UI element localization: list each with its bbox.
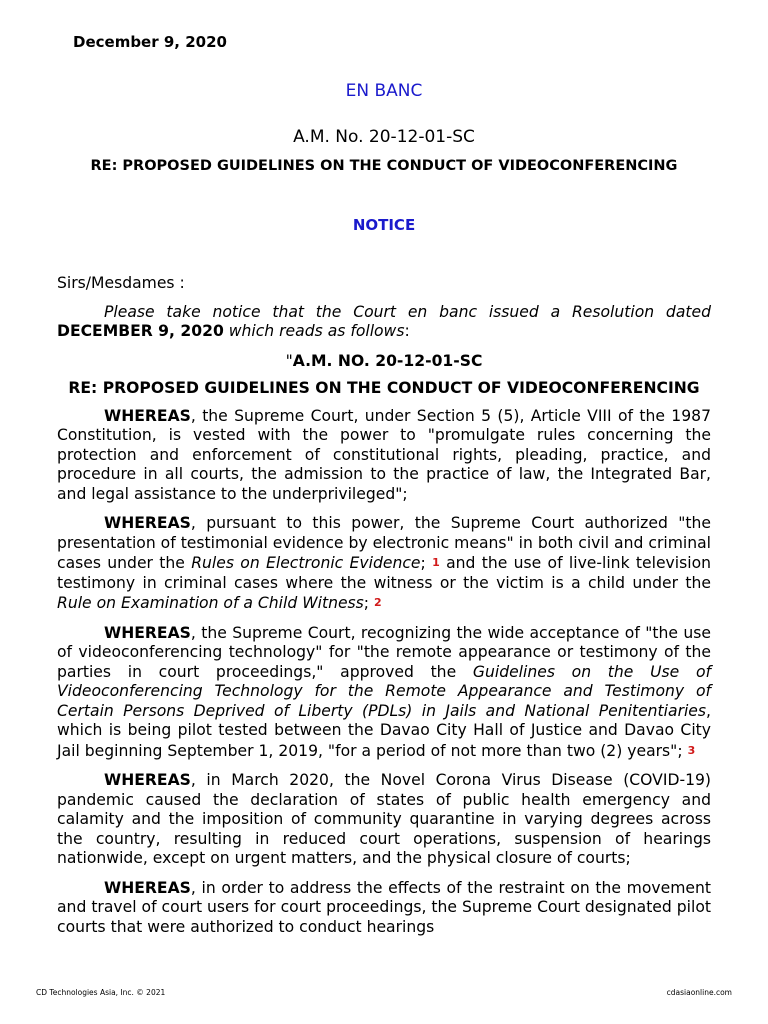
paragraph-text: and the use of live-link television testimony in criminal cases where the witness or the victim is a child under the [57, 554, 711, 592]
resolution-number: A.M. NO. 20-12-01-SC [292, 351, 483, 370]
resolution-title: RE: PROPOSED GUIDELINES ON THE CONDUCT OF VIDEOCONFERENCING [68, 379, 700, 397]
division-heading: EN BANC [345, 81, 423, 101]
whereas-paragraph-3 [57, 624, 711, 762]
whereas-paragraph-1 [57, 407, 711, 505]
intro-colon: : [404, 322, 410, 340]
whereas-label: WHEREAS [104, 771, 191, 789]
paragraph-text: , in order to address the effects of the restraint on the movement and travel of court users for court proceedings, the Supreme Court designated pilot courts that were authorized to conduct hearings [57, 878, 711, 936]
whereas-label: WHEREAS [104, 406, 191, 425]
paragraph-text: , the Supreme Court, under Section 5 (5), Article VIII of the 1987 Constitution, is vested with the power to "promulgate rules concerning the protection and enforcement of constitutional rights, pleading, practice, and procedure in all courts, the admission to the practice of law, the Integrated Bar, and legal assistance to the underprivileged"; [57, 406, 711, 503]
paragraph-text: ; [420, 554, 433, 572]
footnote-link-1[interactable]: 1 [432, 556, 440, 569]
paragraph-text: , which is being pilot tested between the Davao City Hall of Justice and Davao City Jail beginning September 1, 2019, "for a period of not more than two (2) years"; [57, 701, 711, 760]
intro-text-2: which reads as follows [228, 322, 405, 340]
whereas-paragraph-5 [57, 879, 711, 938]
opening-quote: " [285, 351, 293, 370]
intro-paragraph [57, 303, 711, 342]
footnote-link-3[interactable]: 3 [687, 743, 696, 757]
paragraph-text: , pursuant to this power, the Supreme Court authorized "the presentation of testimonial evidence by electronic means" in both civil and criminal cases under the [57, 514, 711, 572]
paragraph-text: , in March 2020, the Novel Corona Virus Disease (COVID-19) pandemic caused the declaration of states of public health emergency and calamity and the imposition of community quarantine in varying degrees across the country, resulting in reduced court operations, suspension of hearings nationwide, except on urgent matters, and the physical closure of courts; [57, 771, 711, 867]
whereas-label: WHEREAS [104, 878, 191, 897]
guidelines-reference: Guidelines on the Use of Videoconferencing Technology for the Remote Appearance and Testimony of Certain Persons Deprived of Liberty (PDLs) in Jails and National Penitentiaries [57, 662, 711, 720]
rule-reference: Rule on Examination of a Child Witness [57, 594, 364, 612]
paragraph-text: ; [363, 594, 375, 612]
salutation: Sirs/Mesdames : [57, 274, 185, 292]
resolution-number-line [57, 352, 711, 372]
footer-website: cdasiaonline.com [666, 988, 732, 997]
resolution-date: DECEMBER 9, 2020 [57, 322, 224, 340]
footnote-link-2[interactable]: 2 [374, 596, 382, 609]
whereas-paragraph-2 [57, 514, 711, 614]
rule-reference: Rules on Electronic Evidence [191, 554, 421, 572]
case-number: A.M. No. 20-12-01-SC [293, 127, 475, 147]
document-date: December 9, 2020 [73, 33, 227, 51]
intro-text: Please take notice that the Court en banc issued a Resolution dated [104, 302, 711, 321]
notice-heading: NOTICE [352, 216, 416, 234]
whereas-label: WHEREAS [104, 514, 191, 532]
document-title: RE: PROPOSED GUIDELINES ON THE CONDUCT OF VIDEOCONFERENCING [90, 158, 678, 174]
whereas-paragraph-4 [57, 771, 711, 869]
document-body [57, 274, 711, 947]
whereas-label: WHEREAS [104, 623, 191, 642]
paragraph-text: , the Supreme Court, recognizing the wide acceptance of "the use of videoconferencing technology" for "the remote appearance or testimony of the parties in court proceedings," approved the [57, 623, 711, 681]
footer-copyright: CD Technologies Asia, Inc. © 2021 [36, 988, 166, 997]
